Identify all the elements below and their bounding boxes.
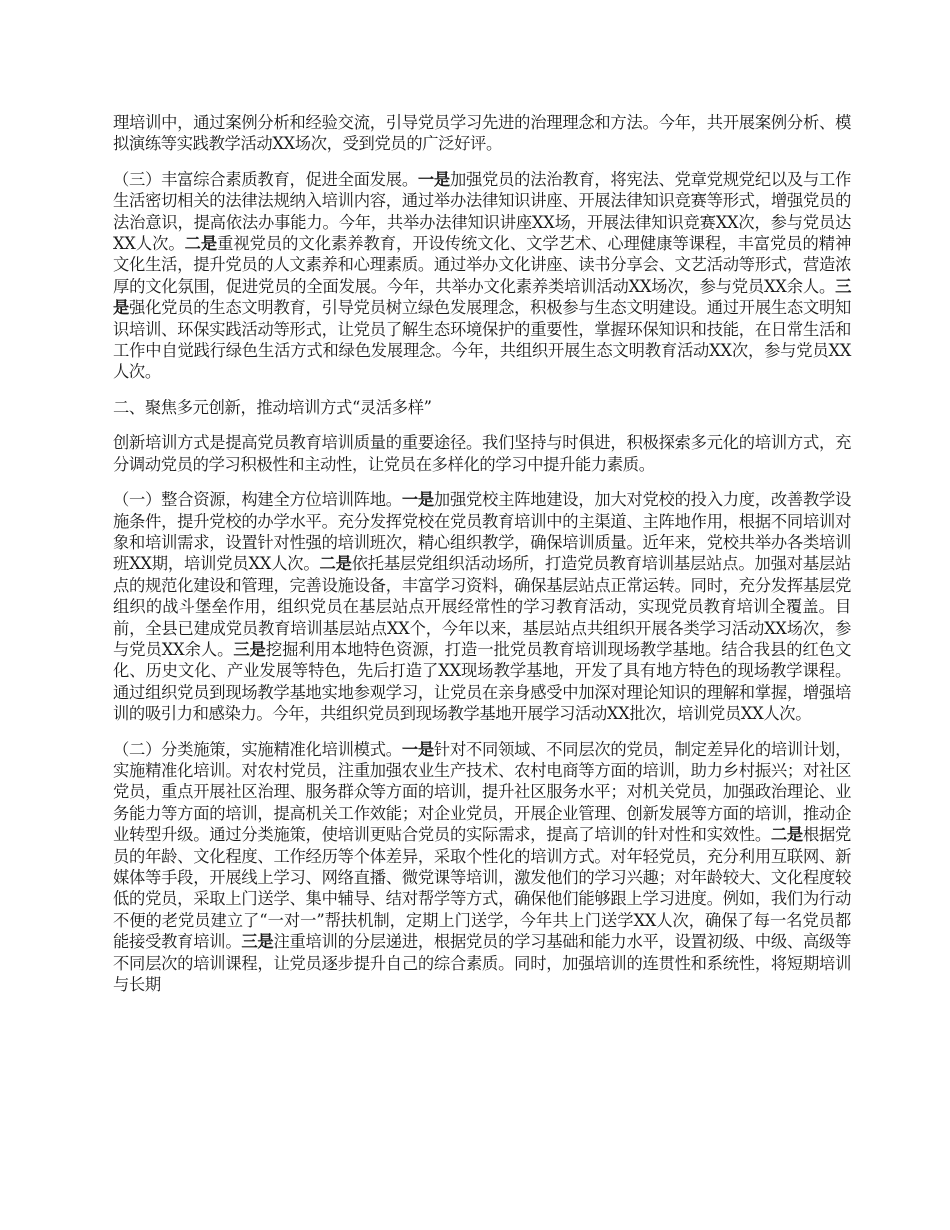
paragraph-text: 依托基层党组织活动场所，打造党员教育培训基层站点。加强对基层站点的规范化建设和管理，完善设施设备，丰富学习资料，确保基层站点正常运转。同时，充分发挥基层党组织的战斗堡垒作用，组织党员在基层站点开展经常性的学习教育活动，实现党员教育培训全覆盖。目前，全县已建成党员教育培训基层站点XX个，今年以来，基层站点共组织开展各类学习活动XX场次，参与党员XX余人。 [113, 554, 851, 659]
paragraph-text: 重视党员的文化素养教育，开设传统文化、文学艺术、心理健康等课程，丰富党员的精神文化生活，提升党员的人文素养和心理素质。通过举办文化讲座、读书分享会、文艺活动等形式，营造浓厚的文化氛围，促进党员的全面发展。今年，共举办文化素养类培训活动XX场次，参与党员XX余人。 [113, 234, 852, 296]
section-heading-inline: （一）整合资源，构建全方位培训阵地。 [113, 490, 402, 510]
bold-marker-first: 一是 [401, 739, 434, 759]
bold-marker-third: 三是 [233, 639, 266, 659]
section-heading-inline: （二）分类施策，实施精准化培训模式。 [113, 739, 402, 759]
paragraph-intro-innovation [113, 432, 851, 475]
paragraph-text: 加强党员的法治教育，将宪法、党章党规党纪以及与工作生活密切相关的法律法规纳入培训内容，通过举办法律知识讲座、开展法律知识竞赛等形式，增强党员的法治意识，提高依法办事能力。今年，共举办法律知识讲座XX场，开展法律知识竞赛XX次，参与党员达XX人次。 [113, 169, 851, 254]
paragraph-text: 注重培训的分层递进，根据党员的学习基础和能力水平，设置初级、中级、高级等不同层次的培训课程，让党员逐步提升自己的综合素质。同时，加强培训的连贯性和系统性，将短期培训与长期 [113, 932, 851, 995]
bold-marker-third: 三是 [241, 932, 274, 952]
paragraph-text: 加强党校主阵地建设，加大对党校的投入力度，改善教学设施条件，提升党校的办学水平。充分发挥党校在党员教育培训中的主渠道、主阵地作用，根据不同培训对象和培训需求，设置针对性强的培训班次，精心组织教学，确保培训质量。近年来，党校共举办各类培训班XX期，培训党员XX人次。 [113, 490, 851, 574]
bold-marker-first: 一是 [401, 490, 434, 510]
paragraph-comprehensive-quality [113, 169, 851, 383]
paragraph-text: 挖掘利用本地特色资源，打造一批党员教育培训现场教学基地。结合我县的红色文化、历史文化、产业发展等特色，先后打造了XX现场教学基地，开发了具有地方特色的现场教学课程。通过组织党员到现场教学基地实地参观学习，让党员在亲身感受中加深对理论知识的理解和掌握，增强培训的吸引力和感染力。今年，共组织党员到现场教学基地开展学习活动XX批次，培训党员XX人次。 [113, 639, 851, 724]
document-page [113, 112, 851, 1009]
section-heading-inline: （三）丰富综合素质教育，促进全面发展。 [113, 169, 418, 189]
paragraph-text: 理培训中，通过案例分析和经验交流，引导党员学习先进的治理理念和方法。今年，共开展案例分析、模拟演练等实践教学活动XX场次，受到党员的广泛好评。 [113, 113, 851, 154]
bold-marker-first: 一是 [417, 169, 450, 189]
paragraph-case-analysis [113, 112, 851, 155]
bold-marker-second: 二是 [184, 234, 218, 254]
paragraph-classified-training [113, 739, 851, 996]
bold-marker-second: 二是 [319, 554, 352, 574]
paragraph-text: 针对不同领域、不同层次的党员，制定差异化的培训计划，实施精准化培训。对农村党员，注重加强农业生产技术、农村电商等方面的培训，助力乡村振兴；对社区党员，重点开展社区治理、服务群众等方面的培训，提升社区服务水平；对机关党员，加强政治理论、业务能力等方面的培训，提高机关工作效能；对企业党员，开展企业管理、创新发展等方面的培训，推动企业转型升级。通过分类施策，使培训更贴合党员的实际需求，提高了培训的针对性和实效性。 [113, 739, 851, 845]
paragraph-text: 创新培训方式是提高党员教育培训质量的重要途径。我们坚持与时俱进，积极探索多元化的培训方式，充分调动党员的学习积极性和主动性，让党员在多样化的学习中提升能力素质。 [113, 433, 851, 474]
bold-marker-third: 三是 [113, 276, 851, 318]
paragraph-integrate-resources [113, 489, 851, 724]
bold-marker-second: 二是 [770, 825, 803, 845]
section-heading: 二、聚焦多元创新，推动培训方式“灵活多样” [113, 397, 432, 417]
paragraph-text: 强化党员的生态文明教育，引导党员树立绿色发展理念，积极参与生态文明建设。通过开展生态文明知识培训、环保实践活动等形式，让党员了解生态环境保护的重要性，掌握环保知识和技能，在日常生活和工作中自觉践行绿色生活方式和绿色发展理念。今年，共组织开展生态文明教育活动XX次，参与党员XX人次。 [113, 298, 851, 382]
paragraph-text: 根据党员的年龄、文化程度、工作经历等个体差异，采取个性化的培训方式。对年轻党员，充分利用互联网、新媒体等手段，开展线上学习、网络直播、微党课等培训，激发他们的学习兴趣；对年龄较大、文化程度较低的党员，采取上门送学、集中辅导、结对帮学等方式，确保他们能够跟上学习进度。例如，我们为行动不便的老党员建立了“一对一”帮扶机制，定期上门送学，今年共上门送学XX人次，确保了每一名党员都能接受教育培训。 [113, 825, 851, 952]
